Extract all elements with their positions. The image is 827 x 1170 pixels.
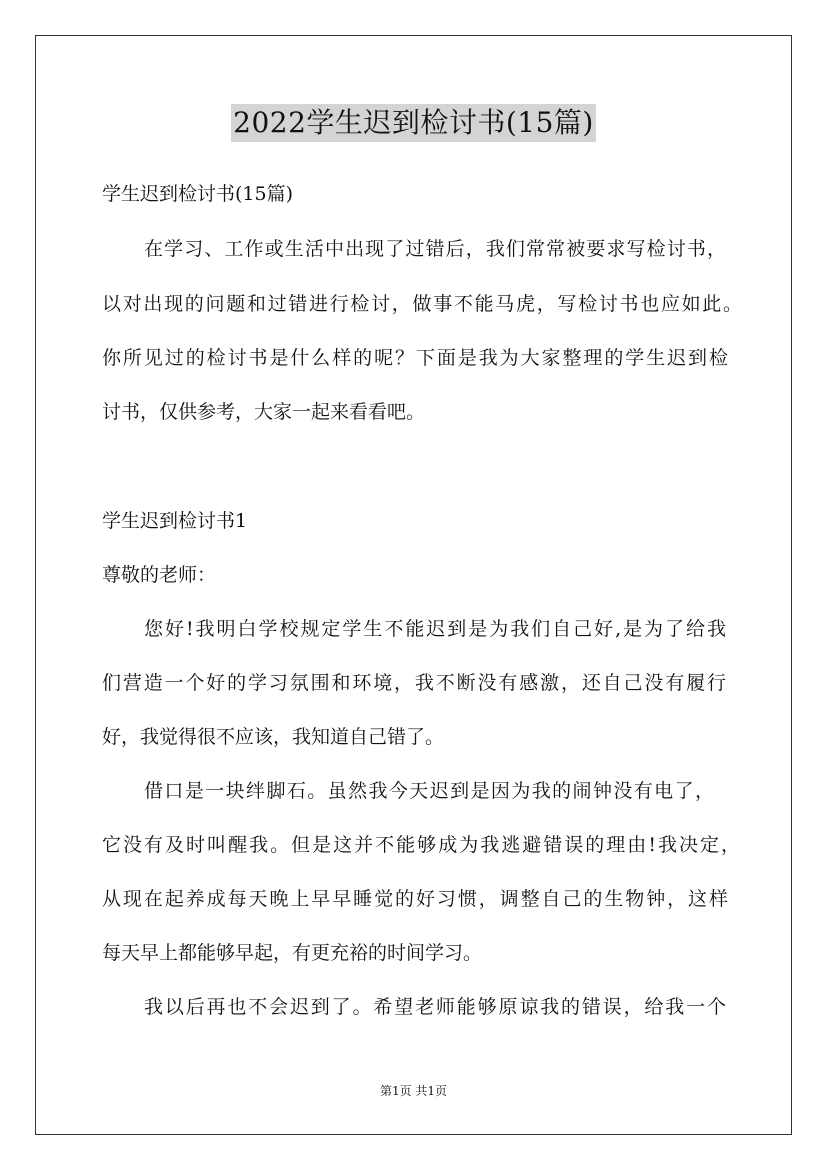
paragraph3-line-1: 我以后再也不会迟到了。希望老师能够原谅我的错误，给我一个 [144,996,726,1018]
document-title: 2022学生迟到检讨书(15篇) [231,104,596,142]
paragraph2-line-4: 每天早上都能够早起，有更充裕的时间学习。 [102,942,483,964]
paragraph2-line-2: 它没有及时叫醒我。但是这并不能够成为我逃避错误的理由!我决定， [102,834,740,856]
paragraph1-line-3: 好，我觉得很不应该，我知道自己错了。 [102,726,445,748]
salutation: 尊敬的老师： [102,564,217,586]
section-heading: 学生迟到检讨书1 [102,510,248,532]
intro-line-1: 在学习、工作或生活中出现了过错后，我们常常被要求写检讨书， [144,238,726,260]
paragraph2-line-1: 借口是一块绊脚石。虽然我今天迟到是因为我的闹钟没有电了， [144,780,714,802]
page-footer: 第1页 共1页 [379,1084,448,1098]
paragraph1-line-2: 们营造一个好的学习氛围和环境，我不断没有感激，还自己没有履行 [102,672,726,694]
intro-line-3: 你所见过的检讨书是什么样的呢？下面是我为大家整理的学生迟到检 [102,347,728,369]
intro-line-4: 讨书，仅供参考，大家一起来看看吧。 [102,401,426,423]
title-container [0,104,827,142]
intro-line-2: 以对出现的问题和过错进行检讨，做事不能马虎，写检讨书也应如此。 [102,293,742,315]
paragraph1-line-1: 您好!我明白学校规定学生不能迟到是为我们自己好,是为了给我 [144,618,726,640]
paragraph2-line-3: 从现在起养成每天晚上早早睡觉的好习惯，调整自己的生物钟，这样 [102,888,728,910]
document-subtitle: 学生迟到检讨书(15篇) [102,183,294,205]
